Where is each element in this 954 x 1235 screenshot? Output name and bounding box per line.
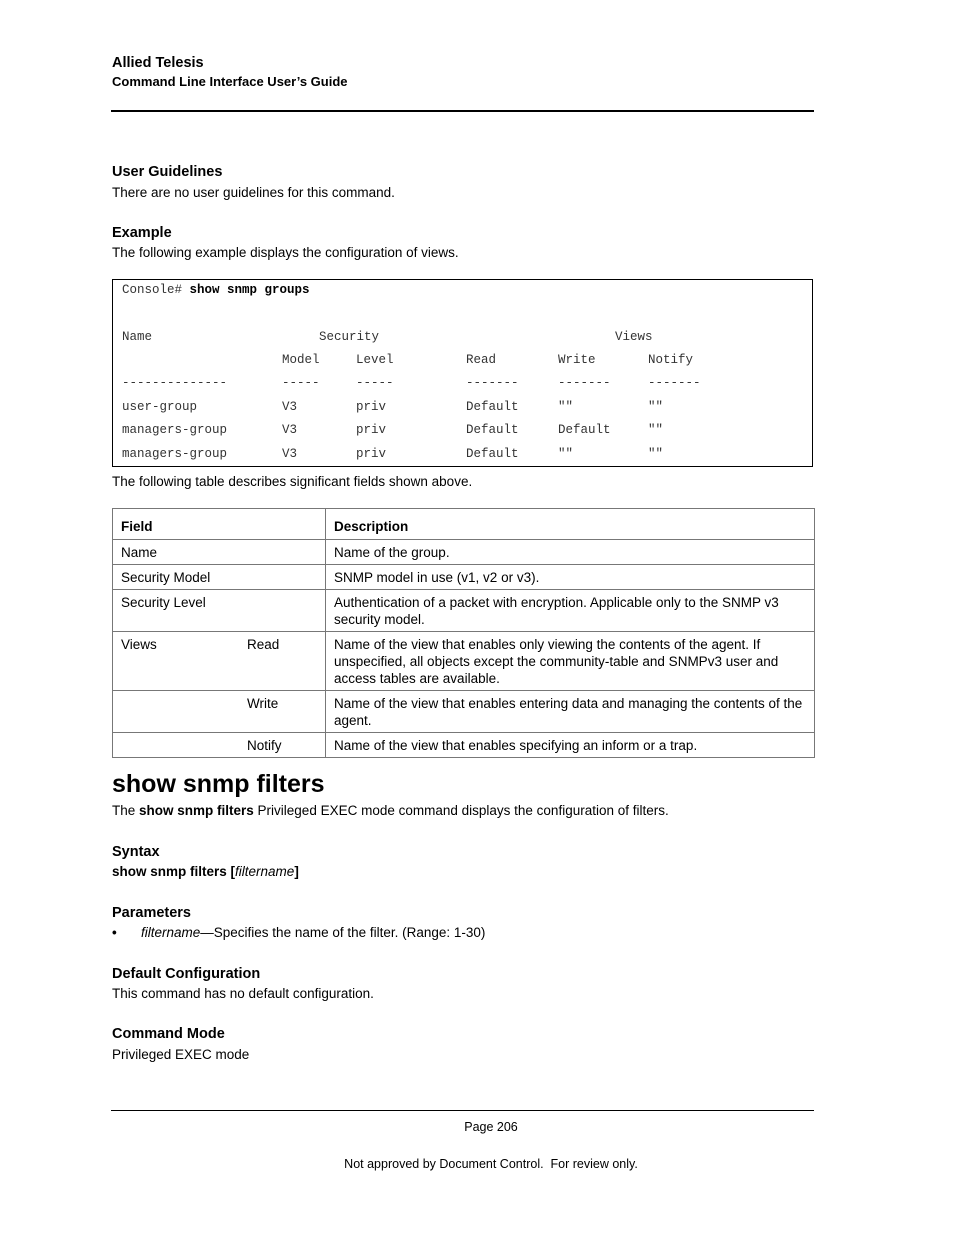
intro-suffix: Privileged EXEC mode command displays the configuration of filters.: [253, 803, 669, 818]
command-title: show snmp filters: [112, 770, 325, 798]
console-output: [112, 279, 813, 467]
parameter-name: filtername: [141, 925, 201, 940]
field-cell: [113, 590, 326, 632]
col-write-header: Write: [558, 353, 596, 367]
syntax-heading: Syntax: [112, 844, 160, 860]
row-write: "": [558, 400, 574, 414]
row-read: Default: [466, 423, 519, 437]
row-name: user-group: [122, 400, 198, 414]
row-notify: "": [648, 423, 664, 437]
company-name: Allied Telesis: [112, 55, 204, 71]
syntax-close: ]: [294, 864, 299, 879]
console-prompt: Console#: [122, 283, 190, 297]
row-notify: "": [648, 400, 664, 414]
row-read: Default: [466, 400, 519, 414]
field-cell: [113, 632, 326, 691]
intro-prefix: The: [112, 803, 140, 818]
console-command: show snmp groups: [189, 283, 310, 297]
dash-notify: -------: [648, 376, 701, 390]
row-level: priv: [356, 447, 387, 461]
command-mode-heading: Command Mode: [112, 1026, 225, 1042]
parameters-heading: Parameters: [112, 905, 191, 921]
row-notify: "": [648, 447, 664, 461]
table-row: [113, 691, 815, 733]
default-config-text: This command has no default configuration.: [112, 986, 374, 1001]
syntax-line: [112, 864, 299, 879]
bullet-icon: •: [112, 925, 117, 940]
user-guidelines-text: There are no user guidelines for this command.: [112, 185, 395, 200]
field-cell: [113, 565, 326, 590]
command-intro: [112, 803, 669, 818]
field-header: Field: [113, 509, 326, 540]
field-subname: Read: [247, 637, 280, 652]
guide-title: Command Line Interface User’s Guide: [112, 74, 348, 89]
row-read: Default: [466, 447, 519, 461]
review-note: Not approved by Document Control. For review only.: [344, 1157, 638, 1171]
description-header: Description: [326, 509, 815, 540]
row-model: V3: [282, 447, 298, 461]
dash-level: -----: [356, 376, 394, 390]
page-number: Page 206: [464, 1120, 518, 1134]
example-text: The following example displays the configuration of views.: [112, 245, 459, 260]
syntax-command: show snmp filters [: [112, 864, 236, 879]
description-cell: SNMP model in use (v1, v2 or v3).: [326, 565, 815, 590]
row-model: V3: [282, 400, 298, 414]
description-cell: Name of the view that enables only viewing the contents of the agent. If unspecified, all objects except the community-table and SNMPv3 user and access tables are available.: [326, 632, 815, 691]
col-security-header: Security: [319, 330, 380, 344]
default-config-heading: Default Configuration: [112, 966, 261, 982]
row-write: Default: [558, 423, 611, 437]
row-level: priv: [356, 400, 387, 414]
table-row: [113, 632, 815, 691]
field-subname: Write: [247, 696, 279, 711]
col-name-header: Name: [122, 330, 153, 344]
description-cell: Authentication of a packet with encryption. Applicable only to the SNMP v3 security model.: [326, 590, 815, 632]
description-cell: Name of the view that enables entering data and managing the contents of the agent.: [326, 691, 815, 733]
header-rule: [111, 110, 814, 112]
field-cell: [113, 691, 326, 733]
row-level: priv: [356, 423, 387, 437]
dash-name: --------------: [122, 376, 228, 390]
col-read-header: Read: [466, 353, 497, 367]
table-intro: The following table describes significant fields shown above.: [112, 474, 473, 489]
field-name: Views: [121, 637, 157, 652]
table-row: [113, 590, 815, 632]
table-header-row: [113, 509, 815, 540]
table-row: [113, 565, 815, 590]
command-mode-text: Privileged EXEC mode: [112, 1047, 250, 1062]
row-name: managers-group: [122, 447, 228, 461]
row-model: V3: [282, 423, 298, 437]
col-views-header: Views: [615, 330, 653, 344]
intro-command: show snmp filters: [139, 803, 254, 818]
example-heading: Example: [112, 225, 172, 241]
col-notify-header: Notify: [648, 353, 694, 367]
description-cell: Name of the group.: [326, 540, 815, 565]
table-row: [113, 540, 815, 565]
field-name: Security Level: [121, 595, 206, 610]
user-guidelines-heading: User Guidelines: [112, 164, 223, 180]
field-name: Security Model: [121, 570, 211, 585]
description-cell: Name of the view that enables specifying an inform or a trap.: [326, 733, 815, 758]
parameter-desc: —Specifies the name of the filter. (Range: 1-30): [200, 925, 486, 940]
field-subname: Notify: [247, 738, 282, 753]
dash-write: -------: [558, 376, 611, 390]
col-level-header: Level: [356, 353, 394, 367]
parameter-item: [141, 925, 485, 940]
footer-rule: [111, 1110, 814, 1111]
row-name: managers-group: [122, 423, 228, 437]
console-command-line: [122, 283, 310, 297]
field-name: Name: [121, 545, 158, 560]
field-cell: [113, 733, 326, 758]
dash-read: -------: [466, 376, 519, 390]
field-cell: [113, 540, 326, 565]
table-row: [113, 733, 815, 758]
dash-model: -----: [282, 376, 320, 390]
col-model-header: Model: [282, 353, 320, 367]
row-write: "": [558, 447, 574, 461]
syntax-param: filtername: [235, 864, 295, 879]
fields-table: [112, 508, 815, 758]
